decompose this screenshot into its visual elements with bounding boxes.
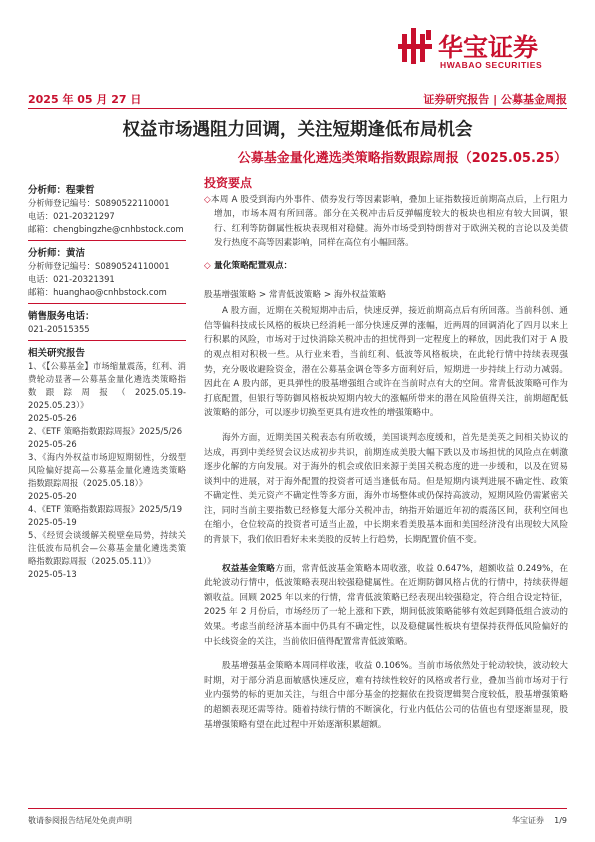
divider bbox=[28, 303, 186, 304]
main-content bbox=[204, 176, 568, 732]
analyst-phone: 电话：021-20321391 bbox=[28, 274, 115, 284]
related-report-item[interactable] bbox=[28, 360, 186, 425]
spacer bbox=[204, 274, 568, 284]
related-report-item[interactable] bbox=[28, 425, 186, 451]
related-report-item[interactable] bbox=[28, 529, 186, 581]
analyst-block-1 bbox=[28, 184, 186, 236]
sales-block bbox=[28, 310, 186, 336]
analyst-email[interactable]: 邮箱：huanghao@cnhbstock.com bbox=[28, 287, 167, 297]
related-report-date: 2025-05-19 bbox=[28, 517, 77, 527]
sales-phone: 021-20515355 bbox=[28, 324, 90, 334]
related-report-title[interactable]: 2、《ETF 策略指数跟踪周报》2025/5/26 bbox=[28, 426, 183, 436]
analyst-email[interactable]: 邮箱：chengbingzhe@cnhbstock.com bbox=[28, 224, 184, 234]
report-title: 权益市场遇阻力回调，关注短期逢低布局机会 bbox=[122, 120, 473, 140]
footer-brand: 华宝证券 bbox=[511, 816, 544, 825]
page-number: 1/9 bbox=[554, 816, 567, 825]
divider bbox=[28, 240, 186, 241]
paragraph-equity-fund bbox=[204, 562, 568, 650]
related-report-title[interactable]: 3、《海内外权益市场迎短期韧性，分级型风险偏好提高—公募基金量化遴选类策略指数跟踪周报（2025.05.18）》 bbox=[28, 452, 186, 488]
report-date: 2025 年 05 月 27 日 bbox=[28, 93, 142, 106]
paragraph-a-share: A 股方面，近期在关税短期冲击后，快速反弹，接近前期高点后有所回落。当前科创、通信等偏科技成长风格的板块已经消耗一部分快速反弹的涨幅，近两周的回调消化了四月以来上行积累的风险，市场对于过快消除关税冲击的担忧得到一定程度上的释放，因此我们对于 A 股的观点相对积极一些。从行业来看，当前红利、低波等风格板块，在此轮行情中持续表现强势，充分吸收避险资金，潜在公募基金调仓等多方面利好后，短期进一步持续上行动力减弱。因此在 A 股内部，更具弹性的股基增强组合或许在当前时点有大的空间。常青低波策略可作为打底配置，但银行等防御风格板块短期内较大的涨幅所带来的潜在风险值得关注，前期超配低波策略的部分，可以逐步切换至更具有进攻性的增强策略中。 bbox=[204, 306, 568, 419]
header-divider bbox=[28, 108, 567, 109]
related-reports bbox=[28, 347, 186, 581]
sales-label: 销售服务电话： bbox=[28, 311, 95, 322]
paragraph-text: 方面，常青低波基金策略本周收涨，收益 0.647%，超额收益 0.249%，在此轮波动行情中，低波策略表现出较强稳健属性。在近期防御风格占优的行情中，持续获得超额收益。回顾 2025 年以来的行情，常青低波策略已经表现出较强稳定，符合组合设定特征，2025 年 2 月份后，市场经历了一轮上涨和下跌，期间低波策略能够有效起到降低组合波动的效果。考虑当前经济基本面中仍具有不确定性，以及稳健属性板块有望保持获得低风险偏好的中长线资金的关注，当前依旧值得配置常青低波策略。 bbox=[204, 563, 569, 647]
subsection-heading-text: 量化策略配置观点： bbox=[214, 260, 293, 271]
related-report-item[interactable] bbox=[28, 451, 186, 503]
related-report-title[interactable]: 5、《经贸会谈缓解关税壁垒局势，持续关注低波布局机会—公募基金量化遴选类策略指数跟踪周报（2025.05.11）》 bbox=[28, 530, 186, 566]
related-report-title[interactable]: 4、《ETF 策略指数跟踪周报》2025/5/19 bbox=[28, 504, 183, 514]
spacer bbox=[204, 421, 568, 431]
brand-name-en: HWABAO SECURITIES bbox=[440, 60, 543, 70]
paragraph-lead: 权益基金策略 bbox=[222, 563, 275, 574]
footer-divider bbox=[28, 808, 567, 809]
related-report-title[interactable]: 1、《【公募基金】市场缩量震荡，红利、消费轮动显著—公募基金量化遴选类策略指数跟踪周报（2025.05.19-2025.05.23）》 bbox=[28, 361, 186, 410]
key-point-1 bbox=[204, 193, 568, 251]
paragraph-enhanced-fund: 股基增强基金策略本周同样收涨，收益 0.106%。当前市场依然处于轮动较快，波动较大时期，对于部分消息面敏感快速反应，难有持续性较好的风格或者行业，叠加当前市场对于行业内强势的标的更加关注，与组合中部分基金的挖掘依在投资逻辑契合度较低，股基增强策略的超额表现还需等待。随着持续行情的不断演化，行业内低估公司的估值也有望逐渐显现，股基增强策略有望在此过程中开始逐渐积累超额。 bbox=[204, 661, 568, 730]
left-sidebar bbox=[28, 182, 186, 581]
brand-logo bbox=[398, 26, 568, 74]
analyst-name: 分析师：黄洁 bbox=[28, 248, 86, 259]
diamond-bullet-icon: ◇ bbox=[204, 194, 211, 205]
related-report-date: 2025-05-26 bbox=[28, 413, 77, 423]
report-subtitle: 公募基金量化遴选类策略指数跟踪周报（2025.05.25） bbox=[237, 151, 567, 166]
analyst-name: 分析师：程秉哲 bbox=[28, 185, 95, 196]
analyst-phone: 电话：021-20321297 bbox=[28, 211, 115, 221]
paragraph-overseas: 海外方面，近期美国关税表态有所收缓，美国谈判态度缓和，首先是美英之间相关协议的达成，再到中美经贸会议达成初步共识，前期连成美股大幅下跌以及市场担忧的风险点在刺激逐步化解的方向发展。对于海外的机会或依旧来源于美国关税态度的进一步缓和，以及在贸易谈判中的进展，对于海外配置的投资者可适当逢低布局。但是短期内谈判进展不确定性、政策不确定性、美元资产不确定性等多方面，海外市场整体或仍保持高波动，短期风险仍需紧密关注，同时当前主要指数已经修复大部分关税冲击，纳指开始逼近年初的震荡区间，获利空间也在缩小，仓位较高的投资者可适当止盈，中长期来看美股基本面和美国经济没有出现较大风险的背景下，我们依旧看好未来美股的反转上行趋势，长期配置价值不变。 bbox=[204, 432, 568, 546]
analyst-block-2 bbox=[28, 247, 186, 299]
divider bbox=[28, 340, 186, 341]
brand-mark-icon bbox=[398, 26, 434, 66]
analyst-cert: 分析师登记编号：S0890524110001 bbox=[28, 261, 170, 271]
report-type: 证券研究报告 | 公募基金周报 bbox=[423, 93, 567, 106]
brand-name-cn: 华宝证券 bbox=[438, 33, 539, 62]
section-title: 投资要点 bbox=[204, 176, 253, 190]
analyst-cert: 分析师登记编号：S0890522110001 bbox=[28, 198, 170, 208]
footer-disclaimer[interactable]: 敬请参阅报告结尾处免责声明 bbox=[28, 816, 132, 825]
spacer bbox=[204, 548, 568, 562]
related-reports-heading: 相关研究报告 bbox=[28, 348, 86, 359]
spacer bbox=[204, 649, 568, 659]
related-report-date: 2025-05-13 bbox=[28, 569, 77, 579]
strategy-ranking: 股基增强策略 > 常青低波策略 > 海外权益策略 bbox=[204, 289, 386, 300]
related-report-date: 2025-05-26 bbox=[28, 439, 77, 449]
related-report-date: 2025-05-20 bbox=[28, 491, 77, 501]
key-point-text: 本周 A 股受到海内外事件、债券发行等因素影响，叠加上证指数接近前期高点后，上行阻力增加，市场本周有所回落。部分在关税冲击后反弹幅度较大的板块也相应有较大回调，银行、红利等防御属性板块表现相对稳健。海外市场受到特朗普对于欧洲关税的言论以及美债发行热度不高等因素影响，同样在高位有小幅回落。 bbox=[210, 194, 568, 249]
diamond-bullet-icon: ◇ bbox=[204, 260, 211, 271]
subsection-heading bbox=[204, 259, 568, 274]
related-report-item[interactable] bbox=[28, 503, 186, 529]
footer-page-info bbox=[512, 815, 567, 826]
